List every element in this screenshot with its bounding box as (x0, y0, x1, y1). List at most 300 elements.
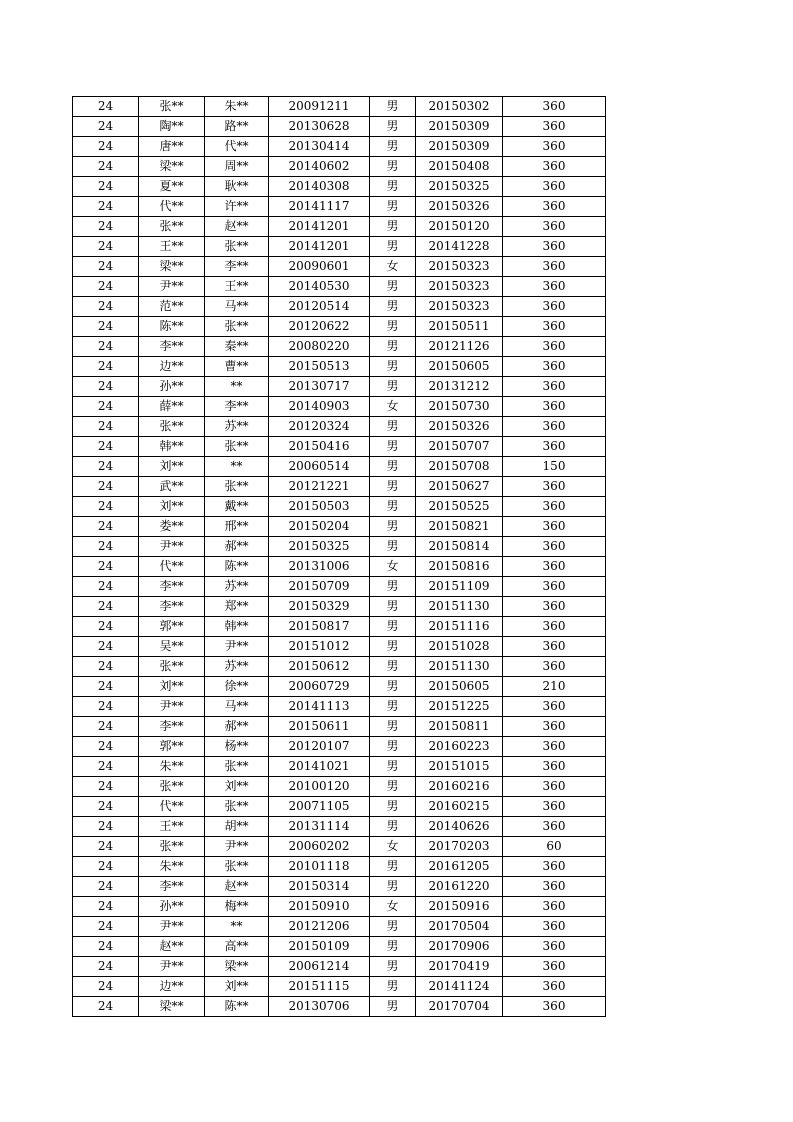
table-cell-date: 20170906 (416, 937, 503, 957)
table-cell-gender: 女 (370, 557, 416, 577)
table-row (73, 857, 606, 877)
table-cell-gender: 男 (370, 877, 416, 897)
table-cell-amount: 360 (503, 957, 606, 977)
table-row (73, 377, 606, 397)
table-cell-date: 20150811 (416, 717, 503, 737)
table-cell-date: 20151130 (416, 597, 503, 617)
table-row (73, 957, 606, 977)
table-cell-id: 24 (73, 237, 139, 257)
table-cell-name: 王** (139, 237, 205, 257)
table-cell-name: 范** (139, 297, 205, 317)
table-cell-gender: 男 (370, 757, 416, 777)
table-row (73, 697, 606, 717)
table-row (73, 397, 606, 417)
table-cell-date: 20150814 (416, 537, 503, 557)
table-cell-gender: 男 (370, 157, 416, 177)
table-cell-id: 24 (73, 817, 139, 837)
table-cell-gender: 男 (370, 637, 416, 657)
table-row (73, 197, 606, 217)
table-cell-date: 20150730 (416, 397, 503, 417)
table-row (73, 297, 606, 317)
table-cell-relation-name: 耿** (205, 177, 269, 197)
table-row (73, 157, 606, 177)
table-cell-date: 20150707 (416, 437, 503, 457)
table-cell-name: 边** (139, 977, 205, 997)
table-cell-date: 20151116 (416, 617, 503, 637)
table-cell-name: 刘** (139, 497, 205, 517)
table-cell-name: 张** (139, 97, 205, 117)
table-cell-date: 20150302 (416, 97, 503, 117)
table-cell-date: 20150821 (416, 517, 503, 537)
table-cell-amount: 210 (503, 677, 606, 697)
table-cell-relation-name: 李** (205, 257, 269, 277)
table-cell-birth-date: 20120622 (269, 317, 370, 337)
table-cell-amount: 360 (503, 357, 606, 377)
table-cell-id: 24 (73, 617, 139, 637)
table-cell-date: 20150323 (416, 277, 503, 297)
table-cell-birth-date: 20150611 (269, 717, 370, 737)
table-row (73, 497, 606, 517)
table-cell-relation-name: 苏** (205, 577, 269, 597)
table-cell-amount: 360 (503, 217, 606, 237)
table-cell-birth-date: 20150314 (269, 877, 370, 897)
table-cell-birth-date: 20130706 (269, 997, 370, 1017)
table-cell-relation-name: 陈** (205, 557, 269, 577)
table-cell-date: 20150326 (416, 417, 503, 437)
table-cell-relation-name: ** (205, 457, 269, 477)
table-cell-name: 郭** (139, 737, 205, 757)
table-cell-gender: 男 (370, 197, 416, 217)
table-row (73, 517, 606, 537)
table-cell-date: 20161205 (416, 857, 503, 877)
table-cell-name: 李** (139, 877, 205, 897)
table-cell-amount: 360 (503, 657, 606, 677)
table-cell-id: 24 (73, 977, 139, 997)
table-cell-id: 24 (73, 137, 139, 157)
table-cell-amount: 360 (503, 757, 606, 777)
table-cell-birth-date: 20120324 (269, 417, 370, 437)
table-cell-amount: 150 (503, 457, 606, 477)
table-cell-amount: 360 (503, 97, 606, 117)
table-row (73, 897, 606, 917)
table-cell-date: 20170419 (416, 957, 503, 977)
table-cell-date: 20150708 (416, 457, 503, 477)
table-cell-date: 20150916 (416, 897, 503, 917)
table-cell-birth-date: 20060729 (269, 677, 370, 697)
table-cell-id: 24 (73, 417, 139, 437)
table-cell-birth-date: 20130717 (269, 377, 370, 397)
table-cell-date: 20160216 (416, 777, 503, 797)
table-cell-amount: 360 (503, 977, 606, 997)
table-cell-id: 24 (73, 837, 139, 857)
table-cell-relation-name: 许** (205, 197, 269, 217)
table-cell-relation-name: 陈** (205, 997, 269, 1017)
table-cell-name: 郭** (139, 617, 205, 637)
table-cell-birth-date: 20150204 (269, 517, 370, 537)
table-cell-gender: 男 (370, 217, 416, 237)
table-row (73, 997, 606, 1017)
table-cell-amount: 360 (503, 137, 606, 157)
table-cell-gender: 男 (370, 917, 416, 937)
table-cell-id: 24 (73, 337, 139, 357)
table-cell-id: 24 (73, 557, 139, 577)
table-row (73, 257, 606, 277)
table-cell-birth-date: 20060202 (269, 837, 370, 857)
table-cell-id: 24 (73, 797, 139, 817)
table-cell-name: 梁** (139, 157, 205, 177)
table-cell-relation-name: 赵** (205, 877, 269, 897)
table-cell-name: 尹** (139, 957, 205, 977)
table-cell-gender: 男 (370, 377, 416, 397)
table-cell-date: 20170203 (416, 837, 503, 857)
table-cell-date: 20140626 (416, 817, 503, 837)
table-cell-relation-name: 刘** (205, 977, 269, 997)
table-cell-relation-name: 梁** (205, 957, 269, 977)
table-cell-relation-name: 赵** (205, 217, 269, 237)
table-cell-gender: 男 (370, 357, 416, 377)
table-cell-id: 24 (73, 177, 139, 197)
table-cell-birth-date: 20151115 (269, 977, 370, 997)
table-cell-birth-date: 20151012 (269, 637, 370, 657)
table-cell-id: 24 (73, 497, 139, 517)
table-cell-amount: 360 (503, 637, 606, 657)
table-cell-relation-name: 张** (205, 477, 269, 497)
table-cell-gender: 男 (370, 437, 416, 457)
table-cell-date: 20151028 (416, 637, 503, 657)
table-cell-gender: 男 (370, 657, 416, 677)
table-cell-amount: 360 (503, 157, 606, 177)
table-cell-birth-date: 20150817 (269, 617, 370, 637)
table-cell-gender: 男 (370, 677, 416, 697)
table-cell-amount: 360 (503, 817, 606, 837)
table-cell-birth-date: 20150329 (269, 597, 370, 617)
table-cell-amount: 360 (503, 257, 606, 277)
table-cell-birth-date: 20150709 (269, 577, 370, 597)
table-cell-amount: 360 (503, 737, 606, 757)
table-cell-id: 24 (73, 217, 139, 237)
table-cell-id: 24 (73, 897, 139, 917)
table-cell-gender: 男 (370, 497, 416, 517)
table-cell-birth-date: 20150109 (269, 937, 370, 957)
table-cell-amount: 360 (503, 497, 606, 517)
table-cell-birth-date: 20140903 (269, 397, 370, 417)
table-cell-date: 20121126 (416, 337, 503, 357)
table-cell-relation-name: 张** (205, 317, 269, 337)
table-cell-date: 20150309 (416, 117, 503, 137)
table-cell-id: 24 (73, 697, 139, 717)
table-cell-date: 20150605 (416, 677, 503, 697)
table-row (73, 877, 606, 897)
table-cell-gender: 男 (370, 477, 416, 497)
table-row (73, 537, 606, 557)
table-row (73, 217, 606, 237)
table-cell-gender: 男 (370, 537, 416, 557)
table-row (73, 777, 606, 797)
table-cell-relation-name: 马** (205, 297, 269, 317)
table-cell-gender: 男 (370, 937, 416, 957)
table-cell-date: 20160215 (416, 797, 503, 817)
table-cell-date: 20150408 (416, 157, 503, 177)
table-row (73, 937, 606, 957)
table-cell-id: 24 (73, 677, 139, 697)
table-cell-date: 20150326 (416, 197, 503, 217)
table-cell-birth-date: 20141201 (269, 217, 370, 237)
table-cell-gender: 男 (370, 117, 416, 137)
table-cell-amount: 360 (503, 297, 606, 317)
table-cell-birth-date: 20141201 (269, 237, 370, 257)
table-row (73, 317, 606, 337)
table-cell-name: 梁** (139, 997, 205, 1017)
table-cell-birth-date: 20090601 (269, 257, 370, 277)
table-cell-relation-name: 邢** (205, 517, 269, 537)
table-cell-gender: 男 (370, 317, 416, 337)
table-cell-id: 24 (73, 937, 139, 957)
table-cell-id: 24 (73, 97, 139, 117)
table-cell-relation-name: 秦** (205, 337, 269, 357)
table-cell-date: 20141124 (416, 977, 503, 997)
table-cell-name: 李** (139, 597, 205, 617)
table-cell-relation-name: 代** (205, 137, 269, 157)
table-cell-amount: 360 (503, 237, 606, 257)
table-cell-gender: 男 (370, 277, 416, 297)
table-row (73, 977, 606, 997)
table-cell-relation-name: ** (205, 917, 269, 937)
table-cell-id: 24 (73, 597, 139, 617)
table-cell-relation-name: 杨** (205, 737, 269, 757)
table-cell-relation-name: 曹** (205, 357, 269, 377)
table-row (73, 717, 606, 737)
table-cell-birth-date: 20150325 (269, 537, 370, 557)
table-cell-relation-name: 胡** (205, 817, 269, 837)
table-cell-date: 20170504 (416, 917, 503, 937)
table-row (73, 357, 606, 377)
table-cell-id: 24 (73, 537, 139, 557)
table-cell-relation-name: 高** (205, 937, 269, 957)
table-cell-amount: 360 (503, 617, 606, 637)
table-cell-id: 24 (73, 637, 139, 657)
table-cell-date: 20151225 (416, 697, 503, 717)
table-cell-gender: 男 (370, 577, 416, 597)
table-cell-amount: 360 (503, 897, 606, 917)
table-cell-amount: 60 (503, 837, 606, 857)
table-cell-relation-name: 周** (205, 157, 269, 177)
table-cell-birth-date: 20120107 (269, 737, 370, 757)
table-cell-gender: 男 (370, 137, 416, 157)
table-cell-birth-date: 20101118 (269, 857, 370, 877)
table-cell-amount: 360 (503, 177, 606, 197)
table-cell-birth-date: 20140308 (269, 177, 370, 197)
table-row (73, 737, 606, 757)
table-cell-date: 20150120 (416, 217, 503, 237)
table-cell-birth-date: 20121206 (269, 917, 370, 937)
table-cell-name: 娄** (139, 517, 205, 537)
table-cell-date: 20131212 (416, 377, 503, 397)
table-cell-gender: 男 (370, 697, 416, 717)
table-cell-birth-date: 20130414 (269, 137, 370, 157)
table-cell-name: 李** (139, 577, 205, 597)
table-cell-id: 24 (73, 277, 139, 297)
table-cell-gender: 男 (370, 617, 416, 637)
table-cell-id: 24 (73, 317, 139, 337)
table-cell-birth-date: 20071105 (269, 797, 370, 817)
table-cell-date: 20150325 (416, 177, 503, 197)
table-cell-amount: 360 (503, 317, 606, 337)
table-cell-id: 24 (73, 657, 139, 677)
table-cell-amount: 360 (503, 337, 606, 357)
table-cell-name: 刘** (139, 457, 205, 477)
table-cell-birth-date: 20130628 (269, 117, 370, 137)
table-cell-amount: 360 (503, 117, 606, 137)
table-cell-gender: 男 (370, 417, 416, 437)
table-cell-id: 24 (73, 957, 139, 977)
table-cell-id: 24 (73, 257, 139, 277)
table-cell-relation-name: 路** (205, 117, 269, 137)
table-cell-relation-name: 朱** (205, 97, 269, 117)
table-cell-id: 24 (73, 577, 139, 597)
table-cell-name: 张** (139, 777, 205, 797)
table-cell-date: 20151130 (416, 657, 503, 677)
table-cell-birth-date: 20131006 (269, 557, 370, 577)
table-cell-id: 24 (73, 777, 139, 797)
table-row (73, 137, 606, 157)
table-cell-name: 代** (139, 797, 205, 817)
table-cell-gender: 女 (370, 257, 416, 277)
table-cell-date: 20150323 (416, 257, 503, 277)
table-row (73, 637, 606, 657)
table-cell-name: 李** (139, 337, 205, 357)
table-cell-id: 24 (73, 297, 139, 317)
table-cell-birth-date: 20140530 (269, 277, 370, 297)
table-cell-birth-date: 20080220 (269, 337, 370, 357)
table-cell-date: 20161220 (416, 877, 503, 897)
table-cell-id: 24 (73, 357, 139, 377)
table-cell-date: 20150323 (416, 297, 503, 317)
table-cell-date: 20170704 (416, 997, 503, 1017)
table-row (73, 97, 606, 117)
table-cell-name: 尹** (139, 537, 205, 557)
table-cell-name: 梁** (139, 257, 205, 277)
table-cell-amount: 360 (503, 537, 606, 557)
table-row (73, 437, 606, 457)
table-cell-date: 20151109 (416, 577, 503, 597)
table-cell-name: 薛** (139, 397, 205, 417)
table-cell-relation-name: ** (205, 377, 269, 397)
table-cell-id: 24 (73, 757, 139, 777)
table-row (73, 757, 606, 777)
table-cell-amount: 360 (503, 437, 606, 457)
table-cell-id: 24 (73, 477, 139, 497)
table-cell-gender: 男 (370, 997, 416, 1017)
table-cell-relation-name: 张** (205, 237, 269, 257)
table-cell-name: 孙** (139, 377, 205, 397)
table-cell-date: 20150511 (416, 317, 503, 337)
table-row (73, 657, 606, 677)
table-cell-gender: 女 (370, 897, 416, 917)
table-cell-date: 20150605 (416, 357, 503, 377)
table-cell-relation-name: 梅** (205, 897, 269, 917)
table-cell-name: 尹** (139, 917, 205, 937)
table-cell-birth-date: 20141021 (269, 757, 370, 777)
table-cell-relation-name: 尹** (205, 837, 269, 857)
table-cell-gender: 男 (370, 737, 416, 757)
table-cell-gender: 男 (370, 297, 416, 317)
table-cell-amount: 360 (503, 277, 606, 297)
table-cell-id: 24 (73, 717, 139, 737)
table-cell-name: 朱** (139, 857, 205, 877)
table-cell-name: 张** (139, 837, 205, 857)
table-cell-gender: 男 (370, 517, 416, 537)
table-cell-id: 24 (73, 877, 139, 897)
table-cell-date: 20151015 (416, 757, 503, 777)
table-cell-birth-date: 20060514 (269, 457, 370, 477)
table-cell-birth-date: 20150513 (269, 357, 370, 377)
table-cell-date: 20150309 (416, 137, 503, 157)
data-table (72, 96, 606, 1017)
table-row (73, 177, 606, 197)
table-row (73, 597, 606, 617)
table-cell-gender: 男 (370, 797, 416, 817)
table-cell-amount: 360 (503, 857, 606, 877)
table-cell-amount: 360 (503, 517, 606, 537)
table-cell-name: 张** (139, 417, 205, 437)
table-cell-amount: 360 (503, 937, 606, 957)
table-cell-name: 吴** (139, 637, 205, 657)
table-cell-id: 24 (73, 997, 139, 1017)
table-cell-id: 24 (73, 377, 139, 397)
table-cell-amount: 360 (503, 477, 606, 497)
table-cell-date: 20150627 (416, 477, 503, 497)
table-cell-gender: 男 (370, 177, 416, 197)
table-cell-id: 24 (73, 917, 139, 937)
table-cell-amount: 360 (503, 557, 606, 577)
table-row (73, 617, 606, 637)
table-cell-relation-name: 王** (205, 277, 269, 297)
table-cell-amount: 360 (503, 797, 606, 817)
table-cell-amount: 360 (503, 377, 606, 397)
table-cell-name: 代** (139, 557, 205, 577)
table-cell-birth-date: 20131114 (269, 817, 370, 837)
table-cell-amount: 360 (503, 577, 606, 597)
table-cell-birth-date: 20141113 (269, 697, 370, 717)
table-cell-date: 20160223 (416, 737, 503, 757)
table-row (73, 917, 606, 937)
table-cell-amount: 360 (503, 877, 606, 897)
table-cell-relation-name: 张** (205, 857, 269, 877)
table-row (73, 797, 606, 817)
table-cell-id: 24 (73, 737, 139, 757)
table-cell-relation-name: 戴** (205, 497, 269, 517)
table-cell-birth-date: 20061214 (269, 957, 370, 977)
table-row (73, 557, 606, 577)
table-cell-name: 刘** (139, 677, 205, 697)
table-cell-birth-date: 20150910 (269, 897, 370, 917)
table-cell-name: 张** (139, 217, 205, 237)
table-cell-id: 24 (73, 857, 139, 877)
table-row (73, 277, 606, 297)
table-cell-id: 24 (73, 397, 139, 417)
table-cell-gender: 女 (370, 397, 416, 417)
table-cell-birth-date: 20141117 (269, 197, 370, 217)
table-cell-id: 24 (73, 437, 139, 457)
table-cell-id: 24 (73, 117, 139, 137)
table-cell-relation-name: 李** (205, 397, 269, 417)
table-cell-name: 张** (139, 657, 205, 677)
table-row (73, 677, 606, 697)
table-cell-name: 朱** (139, 757, 205, 777)
table-row (73, 837, 606, 857)
table-cell-name: 尹** (139, 277, 205, 297)
table-cell-name: 陈** (139, 317, 205, 337)
